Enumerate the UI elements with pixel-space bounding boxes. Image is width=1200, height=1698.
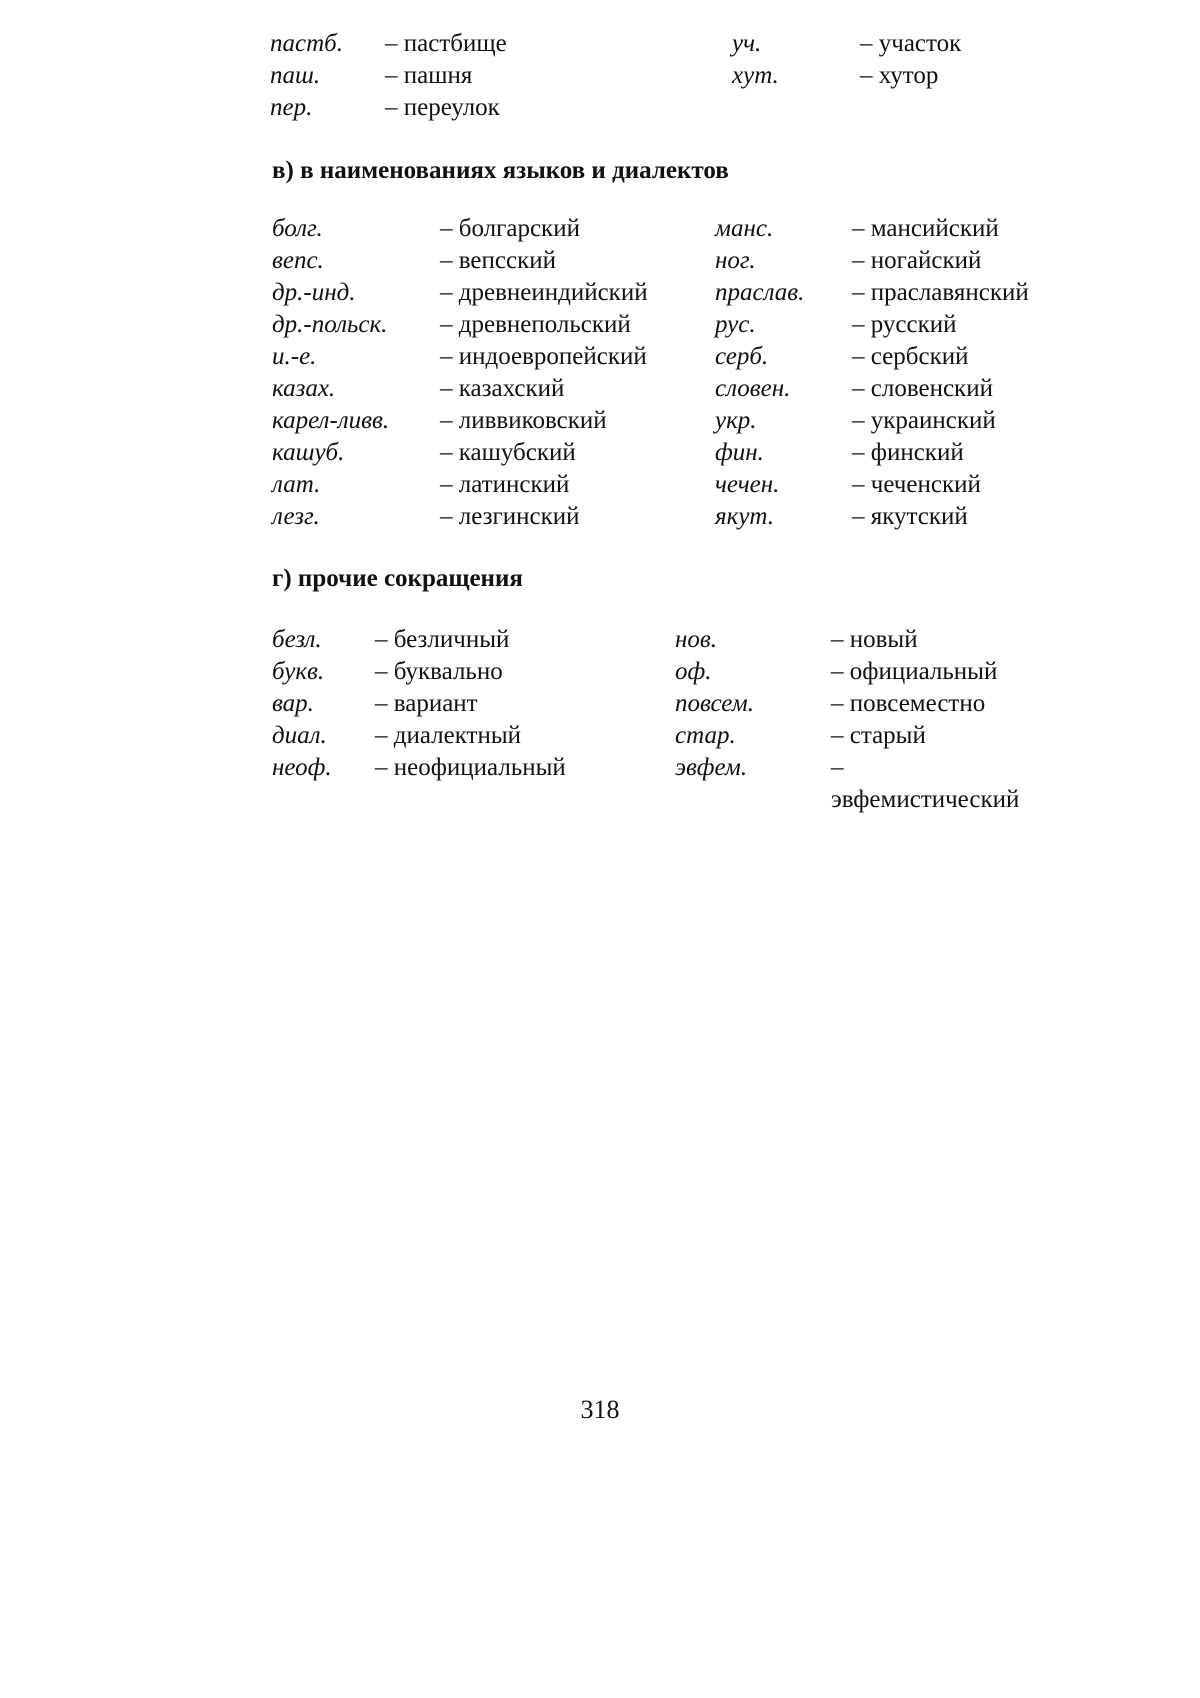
abbr-gloss-wrapped: – эвфемистический bbox=[831, 754, 1020, 813]
abbr-term: лат. bbox=[272, 471, 321, 498]
section-heading-other: г) прочие сокращения bbox=[272, 565, 523, 592]
abbr-gloss: – казахский bbox=[440, 375, 565, 402]
abbr-table-other bbox=[272, 624, 1046, 816]
abbr-table-places bbox=[270, 28, 1060, 124]
abbr-term: букв. bbox=[272, 658, 325, 685]
abbr-gloss: – древнеиндийский bbox=[440, 279, 648, 306]
abbr-term: манс. bbox=[715, 215, 774, 242]
abbr-term: неоф. bbox=[272, 754, 332, 781]
abbr-term: др.-инд. bbox=[272, 279, 356, 306]
abbr-gloss: – древнепольский bbox=[440, 311, 631, 338]
abbr-gloss: – ногайский bbox=[852, 247, 982, 274]
abbr-term: кашуб. bbox=[272, 439, 345, 466]
abbr-term: пастб. bbox=[270, 30, 343, 57]
abbr-gloss: – официальный bbox=[831, 658, 998, 685]
abbr-term: болг. bbox=[272, 215, 323, 242]
abbr-gloss: – кашубский bbox=[440, 439, 576, 466]
table-row bbox=[270, 92, 1060, 124]
abbr-gloss: – словенский bbox=[852, 375, 993, 402]
abbr-term: уч. bbox=[732, 30, 762, 57]
abbr-gloss: – праславянский bbox=[852, 279, 1029, 306]
table-row bbox=[272, 277, 1062, 309]
abbr-gloss: – латинский bbox=[440, 471, 570, 498]
abbr-gloss: – неофициальный bbox=[375, 754, 566, 781]
abbr-gloss: – якутский bbox=[852, 503, 968, 530]
abbr-gloss: – участок bbox=[860, 30, 962, 57]
abbr-gloss: – пастбище bbox=[385, 30, 507, 57]
abbr-term: эвфем. bbox=[675, 754, 748, 781]
abbr-term: словен. bbox=[715, 375, 791, 402]
abbr-gloss: – переулок bbox=[385, 94, 500, 121]
abbr-gloss: – мансийский bbox=[852, 215, 999, 242]
table-row bbox=[272, 752, 1046, 816]
abbr-term: повсем. bbox=[675, 690, 754, 717]
abbr-term: ног. bbox=[715, 247, 756, 274]
table-row bbox=[272, 688, 1046, 720]
abbr-gloss: – финский bbox=[852, 439, 964, 466]
abbr-term: вепс. bbox=[272, 247, 324, 274]
table-row bbox=[272, 341, 1062, 373]
table-row bbox=[272, 656, 1046, 688]
abbr-gloss: – диалектный bbox=[375, 722, 522, 749]
abbr-term: хут. bbox=[732, 62, 779, 89]
abbr-term: вар. bbox=[272, 690, 314, 717]
abbr-term: праслав. bbox=[715, 279, 805, 306]
table-row bbox=[272, 501, 1062, 533]
abbr-gloss: – лезгинский bbox=[440, 503, 580, 530]
abbr-term: карел-ливв. bbox=[272, 407, 390, 434]
abbr-term: укр. bbox=[715, 407, 757, 434]
table-row bbox=[272, 624, 1046, 656]
abbr-term: фин. bbox=[715, 439, 764, 466]
table-row bbox=[272, 309, 1062, 341]
abbr-term: др.-польск. bbox=[272, 311, 388, 338]
abbr-gloss: – хутор bbox=[860, 62, 939, 89]
abbr-gloss: – старый bbox=[831, 722, 926, 749]
abbr-gloss: – пашня bbox=[385, 62, 473, 89]
abbr-term: оф. bbox=[675, 658, 712, 685]
table-row bbox=[272, 437, 1062, 469]
abbr-term: и.-е. bbox=[272, 343, 317, 370]
abbr-gloss: – повсеместно bbox=[831, 690, 986, 717]
abbr-gloss bbox=[831, 752, 1046, 816]
abbr-gloss: – вепсский bbox=[440, 247, 556, 274]
abbr-gloss: – новый bbox=[831, 626, 918, 653]
abbr-term: диал. bbox=[272, 722, 327, 749]
abbr-term: безл. bbox=[272, 626, 322, 653]
abbr-term: серб. bbox=[715, 343, 769, 370]
abbr-term: паш. bbox=[270, 62, 321, 89]
abbr-gloss: – буквально bbox=[375, 658, 503, 685]
abbr-term: лезг. bbox=[272, 503, 320, 530]
section-heading-languages: в) в наименованиях языков и диалектов bbox=[272, 157, 729, 184]
table-row bbox=[272, 213, 1062, 245]
abbr-term bbox=[732, 92, 860, 124]
abbr-term: казах. bbox=[272, 375, 336, 402]
abbr-gloss: – болгарский bbox=[440, 215, 580, 242]
abbr-gloss: – ливвиковский bbox=[440, 407, 607, 434]
abbr-gloss: – вариант bbox=[375, 690, 478, 717]
abbr-term: нов. bbox=[675, 626, 718, 653]
abbr-table-languages bbox=[272, 213, 1062, 533]
abbr-gloss: – индоевропейский bbox=[440, 343, 647, 370]
table-row bbox=[272, 405, 1062, 437]
table-row bbox=[272, 720, 1046, 752]
abbr-term: рус. bbox=[715, 311, 756, 338]
abbr-term: пер. bbox=[270, 94, 313, 121]
table-row bbox=[272, 245, 1062, 277]
table-row bbox=[270, 28, 1060, 60]
table-row bbox=[270, 60, 1060, 92]
abbr-gloss: – чеченский bbox=[852, 471, 981, 498]
table-row bbox=[272, 373, 1062, 405]
abbr-gloss: – сербский bbox=[852, 343, 969, 370]
abbr-gloss bbox=[860, 92, 1060, 124]
table-row bbox=[272, 469, 1062, 501]
abbr-gloss: – украинский bbox=[852, 407, 996, 434]
abbr-term: якут. bbox=[715, 503, 775, 530]
page-number: 318 bbox=[580, 1395, 620, 1424]
abbr-gloss: – безличный bbox=[375, 626, 510, 653]
abbr-gloss: – русский bbox=[852, 311, 957, 338]
abbr-term: чечен. bbox=[715, 471, 780, 498]
abbr-term: стар. bbox=[675, 722, 736, 749]
